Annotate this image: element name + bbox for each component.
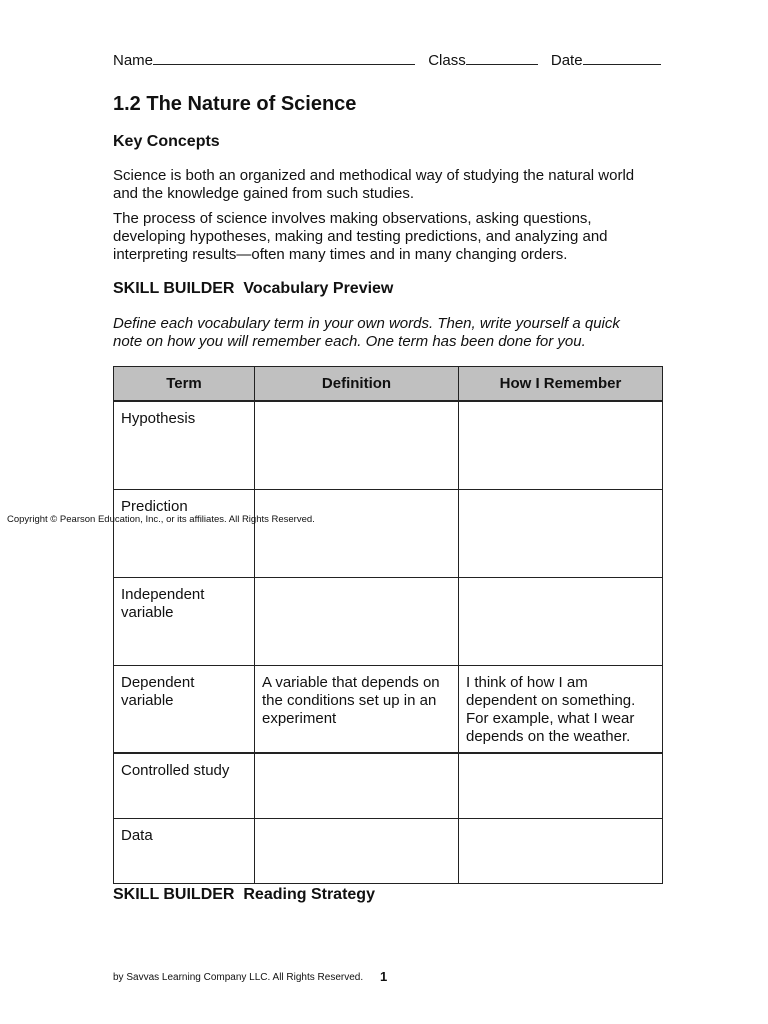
page-number: 1 <box>380 969 388 984</box>
footer-text: by Savvas Learning Company LLC. All Rights Reserved. <box>113 972 364 983</box>
page-title: 1.2 The Nature of Science <box>113 93 357 115</box>
key-concepts-heading: Key Concepts <box>113 133 220 150</box>
remember-cell[interactable] <box>459 754 662 762</box>
definition-cell: A variable that depends on the conditions set up in an experiment <box>262 673 440 727</box>
table-row <box>114 401 663 489</box>
table-row <box>114 665 663 753</box>
class-blank[interactable] <box>466 50 538 65</box>
term-cell: Prediction <box>121 497 188 515</box>
term-cell: Independent variable <box>121 585 205 621</box>
table-row <box>114 489 663 577</box>
column-header-term: Term <box>114 367 255 402</box>
remember-cell: I think of how I am dependent on something. For example, what I wear depends on the weather. <box>466 673 636 745</box>
column-header-how-i-remember: How I Remember <box>459 367 663 402</box>
reading-strategy-heading: SKILL BUILDER Reading Strategy <box>113 886 375 903</box>
remember-cell[interactable] <box>459 402 662 410</box>
term-cell: Controlled study <box>121 762 230 779</box>
copyright-notice: Copyright © Pearson Education, Inc., or its affiliates. All Rights Reserved. <box>7 514 315 525</box>
table-header-row <box>114 367 663 402</box>
key-concept-paragraph-1: Science is both an organized and methodical way of studying the natural world and the knowledge gained from such studies. <box>113 167 635 202</box>
term-cell: Hypothesis <box>121 410 196 427</box>
remember-cell[interactable] <box>459 490 662 498</box>
column-header-definition: Definition <box>255 367 459 402</box>
name-blank[interactable] <box>153 50 415 65</box>
remember-cell[interactable] <box>459 819 662 827</box>
table-row <box>114 818 663 883</box>
vocabulary-preview-heading: SKILL BUILDER Vocabulary Preview <box>113 280 394 297</box>
name-label: Name <box>113 52 154 69</box>
date-blank[interactable] <box>583 50 661 65</box>
table-row <box>114 577 663 665</box>
definition-cell[interactable] <box>255 578 458 586</box>
definition-cell[interactable] <box>255 819 458 827</box>
date-label: Date <box>550 52 583 69</box>
term-cell: Dependent variable <box>121 673 195 709</box>
definition-cell[interactable] <box>255 754 458 762</box>
vocabulary-instructions: Define each vocabulary term in your own words. Then, write yourself a quick note on how you will remember each. One term has been done for you. <box>113 315 620 350</box>
term-cell: Data <box>121 826 153 844</box>
class-label: Class <box>428 52 466 69</box>
remember-cell[interactable] <box>459 578 662 586</box>
student-info-header <box>113 50 661 69</box>
table-row <box>114 753 663 818</box>
vocabulary-table <box>113 366 663 884</box>
definition-cell[interactable] <box>255 490 458 498</box>
definition-cell[interactable] <box>255 402 458 410</box>
key-concept-paragraph-2: The process of science involves making observations, asking questions, developing hypotheses, making and testing predictions, and analyzing and interpreting results—often many times and in many changing orders. <box>113 210 608 263</box>
